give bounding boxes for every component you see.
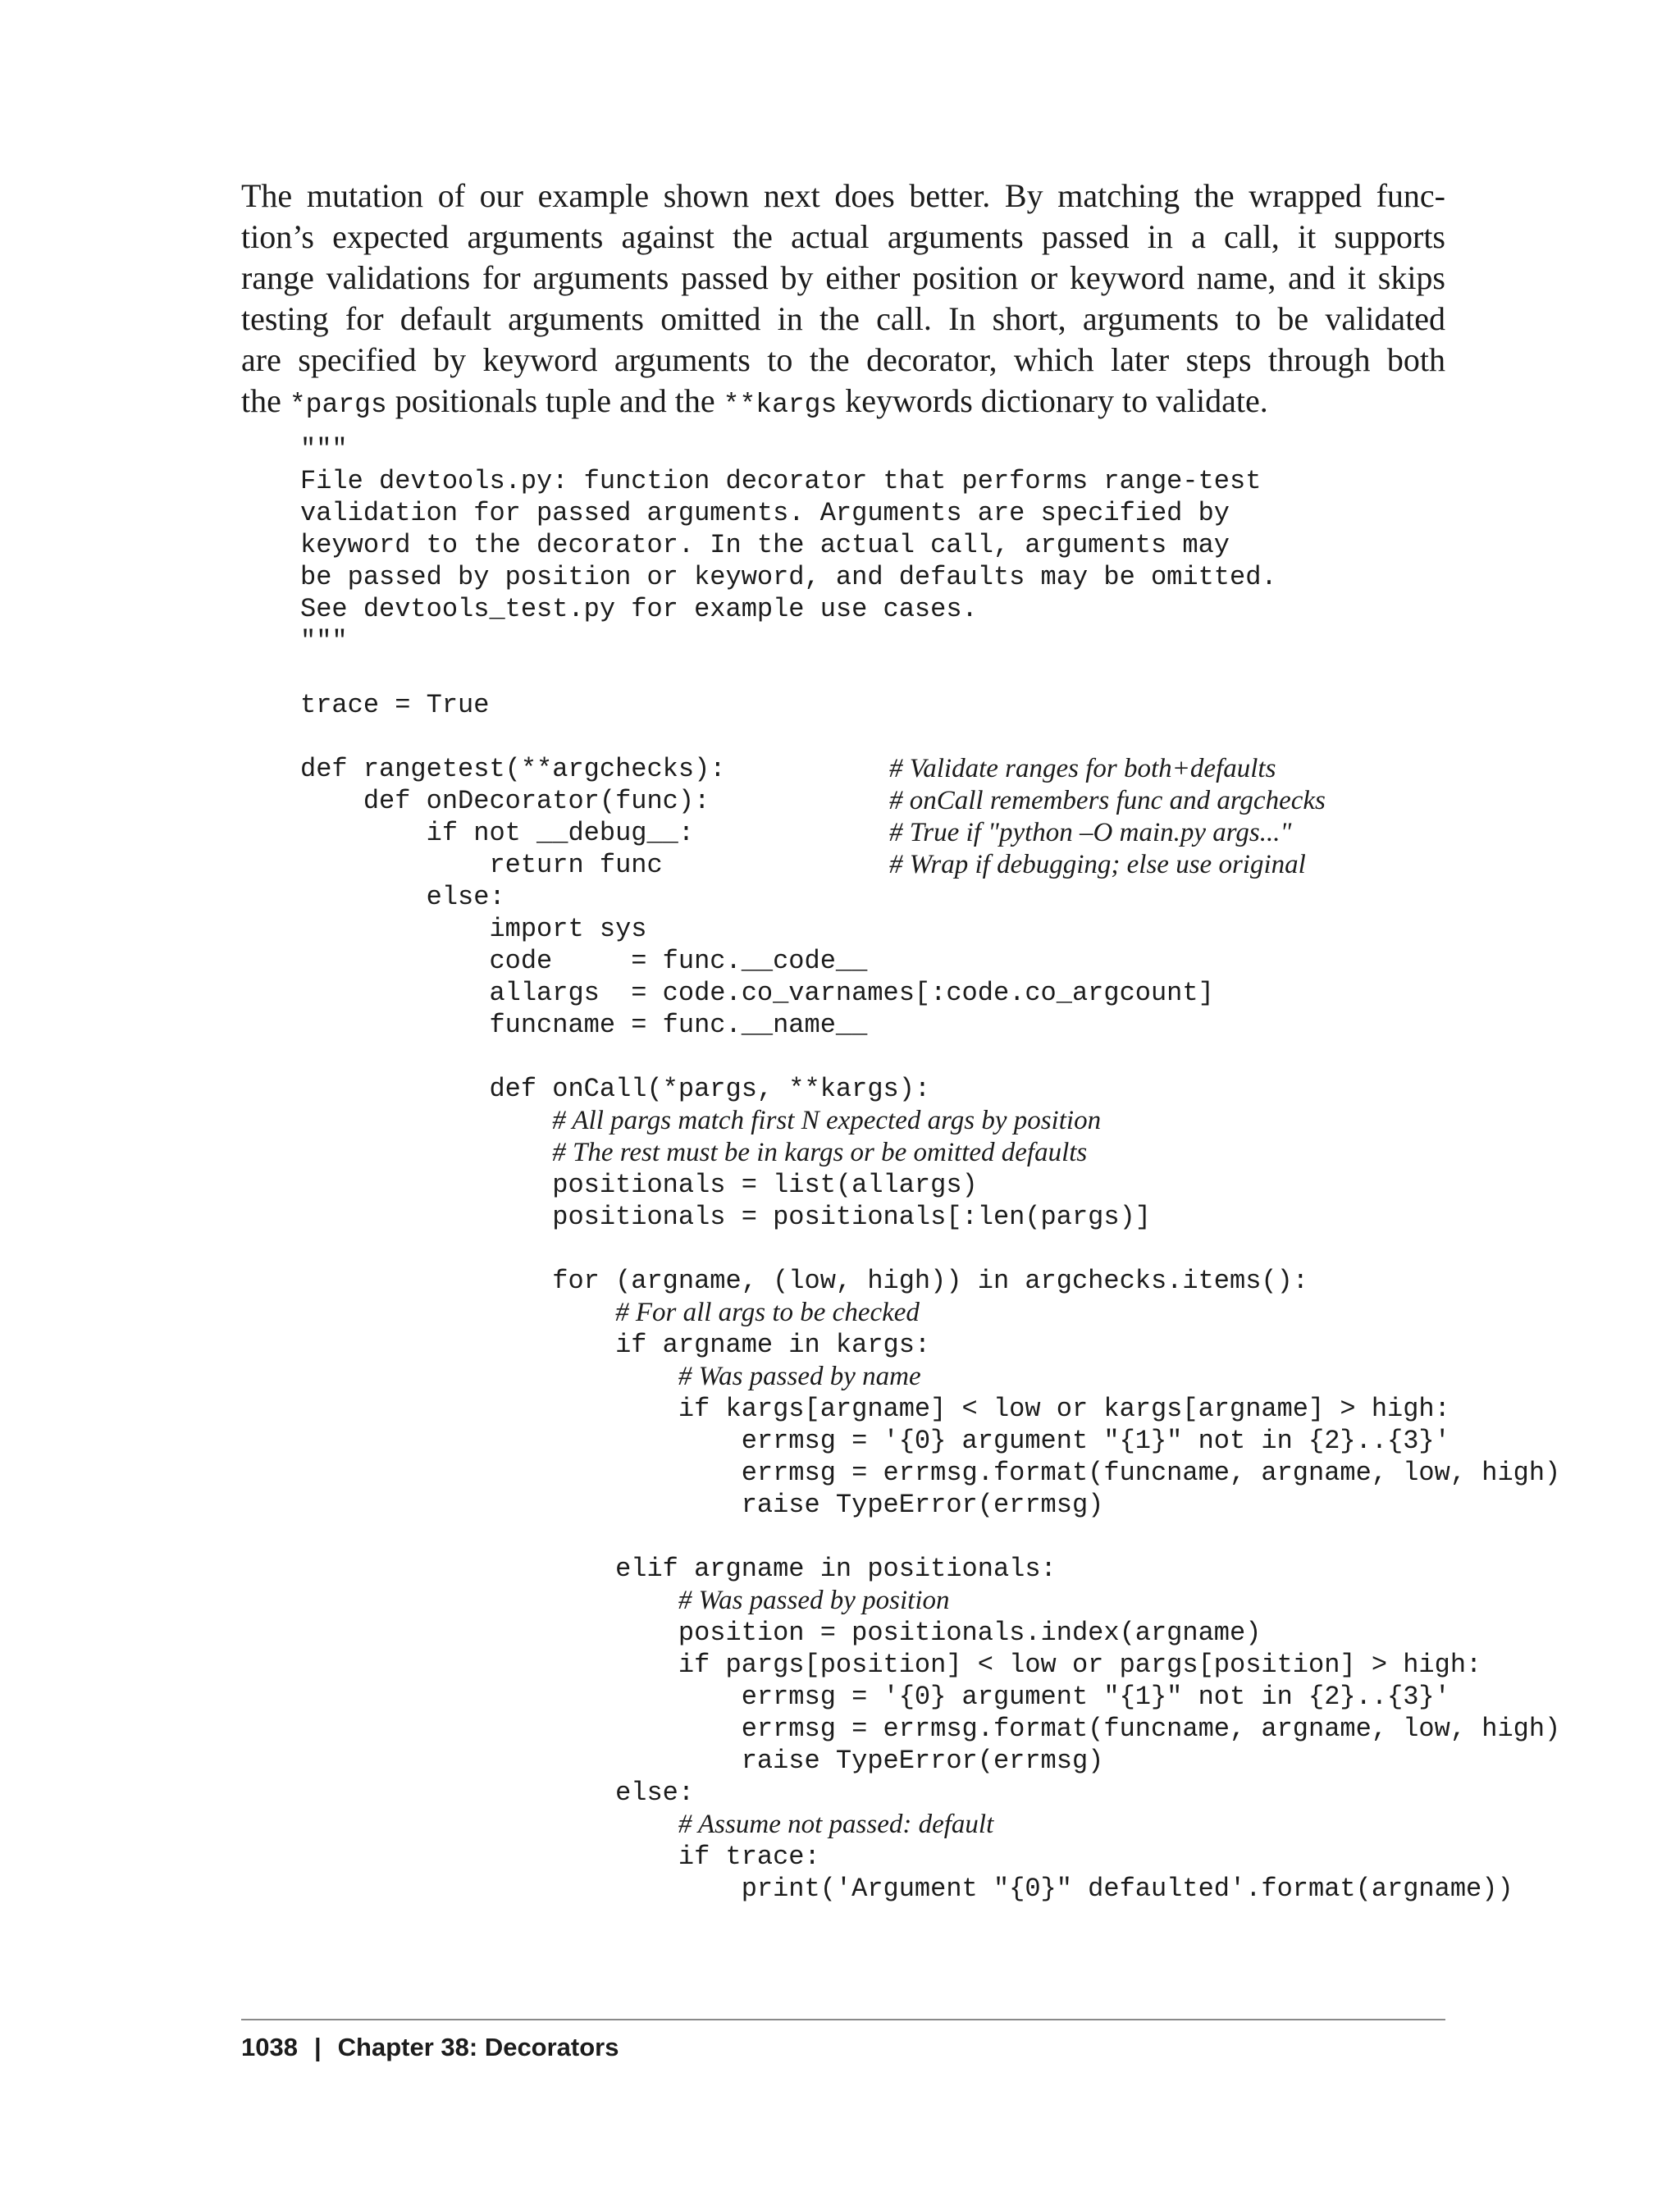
code-text: raise TypeError(errmsg) (741, 1490, 1104, 1520)
code-line (300, 1681, 1560, 1713)
code-text: print('Argument "{0}" defaulted'.format(argname)) (741, 1874, 1513, 1904)
code-indent (300, 978, 489, 1008)
code-line (300, 1809, 1560, 1841)
page-number: 1038 (241, 2033, 298, 2061)
code-indent (300, 1618, 678, 1648)
code-indent (300, 1554, 615, 1584)
code-text: if argname in kargs: (615, 1330, 931, 1360)
code-indent (300, 786, 363, 816)
code-indent (300, 1650, 678, 1680)
paragraph-text: positionals tuple and the (386, 382, 724, 419)
code-indent (300, 1010, 489, 1040)
code-text: errmsg = '{0} argument "{1}" not in {2}..{3}' (741, 1682, 1450, 1712)
code-line (300, 1649, 1560, 1681)
code-comment: # Validate ranges for both+defaults (889, 754, 1276, 783)
paragraph-line: range validations for arguments passed by either position or keyword name, and it skips (241, 259, 1445, 296)
code-indent (300, 946, 489, 976)
code-text: positionals = list(allargs) (552, 1170, 978, 1200)
code-text: elif argname in positionals: (615, 1554, 1057, 1584)
code-text: for (argname, (low, high)) in argchecks.items(): (552, 1266, 1308, 1296)
code-indent (300, 1778, 615, 1808)
code-text: return func (489, 850, 663, 880)
code-line (300, 689, 1560, 721)
code-text: if trace: (678, 1842, 820, 1872)
code-line (300, 945, 1560, 977)
code-indent (300, 1746, 742, 1776)
code-line (300, 1265, 1560, 1297)
code-text: be passed by position or keyword, and defaults may be omitted. (300, 562, 1277, 592)
code-line (300, 465, 1560, 497)
code-indent (300, 850, 489, 880)
code-indent (300, 1682, 742, 1712)
code-indent (300, 1074, 489, 1104)
code-line (300, 1105, 1560, 1137)
code-indent (300, 1842, 678, 1872)
paragraph-last-line (241, 381, 1445, 426)
code-line (300, 1489, 1560, 1521)
code-listing (300, 433, 1560, 1905)
code-line (300, 1873, 1560, 1905)
code-line (300, 593, 1560, 625)
code-indent (300, 1586, 678, 1617)
code-indent (300, 818, 427, 848)
code-indent (300, 1458, 742, 1488)
code-indent (300, 1266, 552, 1296)
code-indent (300, 1490, 742, 1520)
code-indent (300, 1874, 742, 1904)
code-text: def rangetest(**argchecks): (300, 754, 726, 784)
code-line (300, 1009, 1560, 1041)
code-line (300, 625, 1560, 657)
code-comment: # Was passed by name (678, 1362, 921, 1391)
footer-separator: | (313, 2033, 322, 2061)
code-text: File devtools.py: function decorator that performs range-test (300, 466, 1262, 496)
code-line (300, 529, 1560, 561)
code-text: See devtools_test.py for example use cases. (300, 594, 978, 624)
code-line (300, 657, 1560, 689)
code-text: errmsg = '{0} argument "{1}" not in {2}..{3}' (741, 1426, 1450, 1456)
code-line (300, 753, 1560, 785)
code-line (300, 433, 1560, 465)
code-text: errmsg = errmsg.format(funcname, argname, low, high) (741, 1714, 1561, 1744)
code-line (300, 1233, 1560, 1265)
code-line (300, 913, 1560, 945)
code-line (300, 1169, 1560, 1201)
code-line (300, 1297, 1560, 1329)
code-line (300, 1713, 1560, 1745)
code-line (300, 1137, 1560, 1169)
code-indent (300, 1714, 742, 1744)
code-indent (300, 1330, 615, 1360)
code-text: allargs = code.co_varnames[:code.co_argcount] (489, 978, 1214, 1008)
paragraph-line: tion’s expected arguments against the actual arguments passed in a call, it supports (241, 218, 1445, 255)
code-line (300, 497, 1560, 529)
code-line (300, 561, 1560, 593)
code-text: def onDecorator(func): (363, 786, 710, 816)
code-line (300, 1425, 1560, 1457)
code-line (300, 1073, 1560, 1105)
code-line (300, 881, 1560, 913)
code-comment: # Wrap if debugging; else use original (889, 850, 1306, 879)
code-line (300, 1041, 1560, 1073)
code-text: import sys (489, 914, 647, 944)
code-line (300, 1841, 1560, 1873)
paragraph-line: testing for default arguments omitted in the call. In short, arguments to be validated (241, 300, 1445, 337)
code-line (300, 1553, 1560, 1585)
code-text: else: (615, 1778, 695, 1808)
code-line (300, 977, 1560, 1009)
code-indent (300, 1394, 678, 1424)
body-paragraph (241, 176, 1445, 426)
code-line (300, 817, 1560, 849)
inline-code-kargs: **kargs (723, 390, 838, 420)
code-indent (300, 1170, 552, 1200)
footer-divider (241, 2019, 1445, 2020)
code-indent (300, 1299, 615, 1329)
code-line (300, 1457, 1560, 1489)
inline-code-pargs: *pargs (289, 390, 387, 420)
code-indent (300, 882, 427, 912)
code-indent (300, 1810, 678, 1841)
code-text: if kargs[argname] < low or kargs[argname] > high: (678, 1394, 1450, 1424)
code-text: keyword to the decorator. In the actual call, arguments may (300, 530, 1230, 560)
code-line (300, 721, 1560, 753)
code-comment: # True if "python –O main.py args..." (889, 818, 1292, 847)
chapter-title: Chapter 38: Decorators (337, 2033, 619, 2061)
code-line (300, 1745, 1560, 1777)
code-indent (300, 1139, 552, 1169)
code-comment: # Was passed by position (678, 1586, 950, 1615)
code-indent (300, 1426, 742, 1456)
code-comment: # All pargs match first N expected args by position (552, 1106, 1102, 1135)
paragraph-line: The mutation of our example shown next does better. By matching the wrapped func- (241, 177, 1445, 214)
code-comment: # For all args to be checked (615, 1298, 920, 1327)
code-indent (300, 914, 489, 944)
code-indent (300, 1202, 552, 1232)
code-text: funcname = func.__name__ (489, 1010, 868, 1040)
code-line (300, 849, 1560, 881)
code-line (300, 1201, 1560, 1233)
code-text: else: (426, 882, 505, 912)
code-text: if pargs[position] < low or pargs[position] > high: (678, 1650, 1482, 1680)
code-text: raise TypeError(errmsg) (741, 1746, 1104, 1776)
code-text: """ (300, 434, 348, 464)
paragraph-line: are specified by keyword arguments to the decorator, which later steps through both (241, 341, 1445, 378)
code-text: errmsg = errmsg.format(funcname, argname, low, high) (741, 1458, 1561, 1488)
code-line (300, 1393, 1560, 1425)
code-line (300, 1521, 1560, 1553)
code-text: code = func.__code__ (489, 946, 868, 976)
code-text: positionals = positionals[:len(pargs)] (552, 1202, 1151, 1232)
code-line (300, 1617, 1560, 1649)
code-line (300, 1585, 1560, 1617)
code-text: """ (300, 626, 348, 656)
code-comment: # The rest must be in kargs or be omitted defaults (552, 1138, 1088, 1167)
code-text: position = positionals.index(argname) (678, 1618, 1262, 1648)
code-comment: # onCall remembers func and argchecks (889, 786, 1326, 815)
code-text: validation for passed arguments. Arguments are specified by (300, 498, 1230, 528)
code-line (300, 1329, 1560, 1361)
code-line (300, 1777, 1560, 1809)
code-text: if not __debug__: (426, 818, 695, 848)
code-text: def onCall(*pargs, **kargs): (489, 1074, 931, 1104)
code-text: trace = True (300, 690, 490, 720)
code-line (300, 1361, 1560, 1393)
code-indent (300, 1363, 678, 1393)
paragraph-text: the (241, 382, 290, 419)
page-footer (241, 2031, 619, 2064)
code-line (300, 785, 1560, 817)
paragraph-text: keywords dictionary to validate. (837, 382, 1268, 419)
code-comment: # Assume not passed: default (678, 1810, 994, 1839)
code-indent (300, 1107, 552, 1137)
